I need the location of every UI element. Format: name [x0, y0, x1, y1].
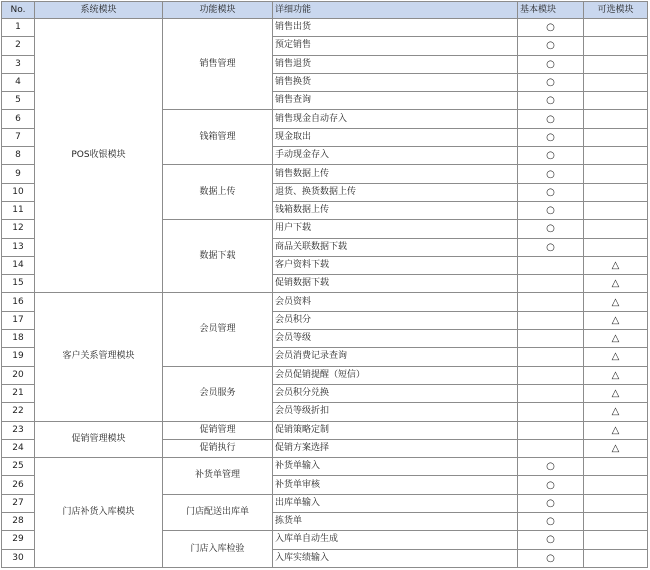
optional-module-mark: △	[584, 330, 648, 348]
header-optional: 可选模块	[584, 2, 648, 19]
header-detail: 详细功能	[273, 2, 518, 19]
detail-function-cell: 拣货单	[273, 513, 518, 531]
basic-module-mark: ○	[518, 37, 584, 55]
optional-module-mark: △	[584, 439, 648, 457]
basic-module-mark	[518, 311, 584, 329]
optional-module-mark	[584, 19, 648, 37]
row-number: 12	[2, 220, 35, 238]
optional-module-mark	[584, 549, 648, 567]
basic-module-mark: ○	[518, 238, 584, 256]
basic-module-mark: ○	[518, 165, 584, 183]
header-basic: 基本模块	[518, 2, 584, 19]
optional-module-mark	[584, 128, 648, 146]
row-number: 26	[2, 476, 35, 494]
module-table	[1, 1, 648, 568]
row-number: 8	[2, 147, 35, 165]
row-number: 5	[2, 92, 35, 110]
detail-function-cell: 入库单自动生成	[273, 531, 518, 549]
detail-function-cell: 出库单输入	[273, 494, 518, 512]
row-number: 9	[2, 165, 35, 183]
detail-function-cell: 补货单审核	[273, 476, 518, 494]
row-number: 15	[2, 275, 35, 293]
detail-function-cell: 预定销售	[273, 37, 518, 55]
row-number: 1	[2, 19, 35, 37]
detail-function-cell: 现金取出	[273, 128, 518, 146]
optional-module-mark	[584, 110, 648, 128]
optional-module-mark	[584, 238, 648, 256]
header-function-module: 功能模块	[163, 2, 273, 19]
system-module-cell: 促销管理模块	[35, 421, 163, 458]
optional-module-mark: △	[584, 348, 648, 366]
system-module-cell: 门店补货入库模块	[35, 458, 163, 568]
table-body	[2, 19, 648, 568]
row-number: 17	[2, 311, 35, 329]
detail-function-cell: 销售现金自动存入	[273, 110, 518, 128]
detail-function-cell: 促销数据下载	[273, 275, 518, 293]
table-row	[2, 19, 648, 37]
function-module-cell: 销售管理	[163, 19, 273, 110]
optional-module-mark	[584, 513, 648, 531]
optional-module-mark	[584, 494, 648, 512]
row-number: 21	[2, 384, 35, 402]
detail-function-cell: 会员促销提醒（短信）	[273, 366, 518, 384]
basic-module-mark: ○	[518, 201, 584, 219]
function-module-cell: 门店入库检验	[163, 531, 273, 568]
basic-module-mark: ○	[518, 55, 584, 73]
detail-function-cell: 促销方案选择	[273, 439, 518, 457]
basic-module-mark: ○	[518, 531, 584, 549]
header-system-module: 系统模块	[35, 2, 163, 19]
row-number: 14	[2, 256, 35, 274]
basic-module-mark: ○	[518, 494, 584, 512]
row-number: 11	[2, 201, 35, 219]
optional-module-mark	[584, 147, 648, 165]
function-module-cell: 数据上传	[163, 165, 273, 220]
optional-module-mark	[584, 476, 648, 494]
function-module-cell: 促销执行	[163, 439, 273, 457]
optional-module-mark	[584, 531, 648, 549]
optional-module-mark	[584, 220, 648, 238]
row-number: 20	[2, 366, 35, 384]
basic-module-mark	[518, 439, 584, 457]
row-number: 13	[2, 238, 35, 256]
row-number: 10	[2, 183, 35, 201]
optional-module-mark	[584, 201, 648, 219]
row-number: 18	[2, 330, 35, 348]
table-row	[2, 421, 648, 439]
row-number: 3	[2, 55, 35, 73]
detail-function-cell: 用户下载	[273, 220, 518, 238]
basic-module-mark	[518, 293, 584, 311]
basic-module-mark: ○	[518, 73, 584, 91]
basic-module-mark	[518, 275, 584, 293]
function-module-cell: 补货单管理	[163, 458, 273, 495]
basic-module-mark	[518, 366, 584, 384]
basic-module-mark	[518, 403, 584, 421]
basic-module-mark	[518, 384, 584, 402]
basic-module-mark: ○	[518, 128, 584, 146]
row-number: 27	[2, 494, 35, 512]
detail-function-cell: 销售查询	[273, 92, 518, 110]
detail-function-cell: 退货、换货数据上传	[273, 183, 518, 201]
detail-function-cell: 补货单输入	[273, 458, 518, 476]
row-number: 19	[2, 348, 35, 366]
optional-module-mark	[584, 55, 648, 73]
function-module-cell: 促销管理	[163, 421, 273, 439]
row-number: 29	[2, 531, 35, 549]
detail-function-cell: 客户资料下载	[273, 256, 518, 274]
basic-module-mark: ○	[518, 147, 584, 165]
optional-module-mark	[584, 37, 648, 55]
basic-module-mark: ○	[518, 19, 584, 37]
optional-module-mark: △	[584, 256, 648, 274]
row-number: 24	[2, 439, 35, 457]
basic-module-mark	[518, 421, 584, 439]
optional-module-mark	[584, 92, 648, 110]
detail-function-cell: 商品关联数据下载	[273, 238, 518, 256]
detail-function-cell: 促销策略定制	[273, 421, 518, 439]
function-module-cell: 门店配送出库单	[163, 494, 273, 531]
table-row	[2, 293, 648, 311]
detail-function-cell: 销售数据上传	[273, 165, 518, 183]
system-module-cell: POS收银模块	[35, 19, 163, 293]
basic-module-mark: ○	[518, 549, 584, 567]
basic-module-mark: ○	[518, 220, 584, 238]
basic-module-mark: ○	[518, 92, 584, 110]
basic-module-mark: ○	[518, 110, 584, 128]
detail-function-cell: 钱箱数据上传	[273, 201, 518, 219]
basic-module-mark	[518, 348, 584, 366]
row-number: 16	[2, 293, 35, 311]
header-no: No.	[2, 2, 35, 19]
row-number: 2	[2, 37, 35, 55]
optional-module-mark: △	[584, 366, 648, 384]
basic-module-mark: ○	[518, 476, 584, 494]
row-number: 7	[2, 128, 35, 146]
basic-module-mark	[518, 330, 584, 348]
function-module-cell: 会员服务	[163, 366, 273, 421]
optional-module-mark: △	[584, 275, 648, 293]
detail-function-cell: 会员积分兑换	[273, 384, 518, 402]
optional-module-mark: △	[584, 403, 648, 421]
table-row	[2, 458, 648, 476]
optional-module-mark	[584, 73, 648, 91]
detail-function-cell: 销售退货	[273, 55, 518, 73]
detail-function-cell: 销售出货	[273, 19, 518, 37]
row-number: 22	[2, 403, 35, 421]
detail-function-cell: 会员资料	[273, 293, 518, 311]
detail-function-cell: 会员消费记录查询	[273, 348, 518, 366]
basic-module-mark	[518, 256, 584, 274]
optional-module-mark	[584, 165, 648, 183]
function-module-cell: 会员管理	[163, 293, 273, 366]
optional-module-mark: △	[584, 384, 648, 402]
row-number: 28	[2, 513, 35, 531]
detail-function-cell: 入库实绩输入	[273, 549, 518, 567]
detail-function-cell: 会员等级折扣	[273, 403, 518, 421]
detail-function-cell: 销售换货	[273, 73, 518, 91]
optional-module-mark: △	[584, 293, 648, 311]
detail-function-cell: 会员积分	[273, 311, 518, 329]
system-module-cell: 客户关系管理模块	[35, 293, 163, 421]
header-row	[2, 2, 648, 19]
detail-function-cell: 手动现金存入	[273, 147, 518, 165]
optional-module-mark: △	[584, 421, 648, 439]
row-number: 4	[2, 73, 35, 91]
basic-module-mark: ○	[518, 183, 584, 201]
basic-module-mark: ○	[518, 513, 584, 531]
row-number: 6	[2, 110, 35, 128]
row-number: 30	[2, 549, 35, 567]
function-module-cell: 钱箱管理	[163, 110, 273, 165]
optional-module-mark	[584, 458, 648, 476]
basic-module-mark: ○	[518, 458, 584, 476]
row-number: 25	[2, 458, 35, 476]
optional-module-mark	[584, 183, 648, 201]
optional-module-mark: △	[584, 311, 648, 329]
row-number: 23	[2, 421, 35, 439]
detail-function-cell: 会员等级	[273, 330, 518, 348]
function-module-cell: 数据下载	[163, 220, 273, 293]
